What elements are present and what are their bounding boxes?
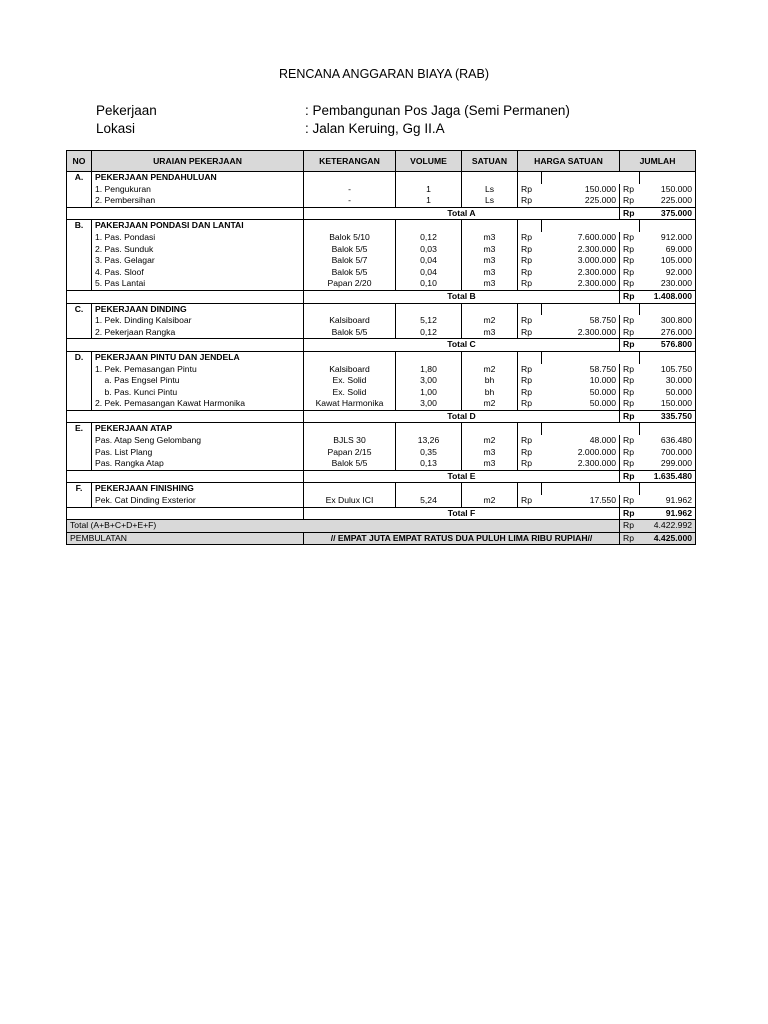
- item-jumlah: 636.480: [640, 435, 696, 447]
- item-row: [67, 435, 696, 447]
- item-jumlah-currency: Rp: [620, 447, 640, 459]
- empty-cell: [640, 423, 696, 435]
- item-jumlah: 912.000: [640, 232, 696, 244]
- section-title: PEKERJAAN DINDING: [92, 303, 304, 315]
- empty-cell: [518, 483, 542, 495]
- item-satuan: m3: [462, 278, 518, 290]
- item-uraian: 2. Pekerjaan Rangka: [92, 327, 304, 339]
- item-harga-currency: Rp: [518, 387, 542, 399]
- item-uraian: 4. Pas. Sloof: [92, 267, 304, 279]
- item-volume: 1,80: [396, 364, 462, 376]
- item-harga-currency: Rp: [518, 267, 542, 279]
- item-volume: 0,04: [396, 267, 462, 279]
- item-jumlah: 69.000: [640, 244, 696, 256]
- item-satuan: m3: [462, 232, 518, 244]
- item-harga-currency: Rp: [518, 278, 542, 290]
- item-row: [67, 447, 696, 459]
- empty-cell: [640, 483, 696, 495]
- item-harga-satuan: 50.000: [542, 387, 620, 399]
- empty-cell: [542, 220, 620, 232]
- section-total-currency: Rp: [620, 339, 640, 352]
- total-spacer: [67, 339, 304, 352]
- empty-cell: [518, 172, 542, 184]
- item-harga-currency: Rp: [518, 184, 542, 196]
- item-jumlah: 230.000: [640, 278, 696, 290]
- item-harga-currency: Rp: [518, 398, 542, 410]
- total-spacer: [67, 410, 304, 423]
- item-harga-satuan: 2.300.000: [542, 458, 620, 470]
- item-keterangan: Kawat Harmonika: [304, 398, 396, 410]
- section-total-label: Total A: [304, 207, 620, 220]
- section-no: B.: [67, 220, 92, 232]
- empty-cell: [620, 423, 640, 435]
- section-total-row: [67, 507, 696, 520]
- item-volume: 0,04: [396, 255, 462, 267]
- item-uraian: 5. Pas Lantai: [92, 278, 304, 290]
- empty-cell: [620, 351, 640, 363]
- item-volume: 5,24: [396, 495, 462, 507]
- section-total-row: [67, 410, 696, 423]
- item-no: [67, 232, 92, 244]
- empty-cell: [620, 303, 640, 315]
- item-jumlah-currency: Rp: [620, 398, 640, 410]
- item-harga-satuan: 50.000: [542, 398, 620, 410]
- item-harga-currency: Rp: [518, 364, 542, 376]
- item-keterangan: -: [304, 195, 396, 207]
- item-keterangan: Balok 5/5: [304, 458, 396, 470]
- item-row: [67, 375, 696, 387]
- total-spacer: [67, 290, 304, 303]
- item-harga-currency: Rp: [518, 232, 542, 244]
- item-no: [67, 364, 92, 376]
- empty-cell: [462, 303, 518, 315]
- section-total-row: [67, 470, 696, 483]
- section-total-row: [67, 339, 696, 352]
- item-uraian: Pas. Rangka Atap: [92, 458, 304, 470]
- empty-cell: [396, 423, 462, 435]
- empty-cell: [396, 172, 462, 184]
- item-keterangan: Balok 5/10: [304, 232, 396, 244]
- total-spacer: [67, 507, 304, 520]
- section-total-value: 91.962: [640, 507, 696, 520]
- item-harga-currency: Rp: [518, 327, 542, 339]
- item-harga-currency: Rp: [518, 495, 542, 507]
- item-volume: 1,00: [396, 387, 462, 399]
- empty-cell: [304, 483, 396, 495]
- section-no: D.: [67, 351, 92, 363]
- item-jumlah-currency: Rp: [620, 458, 640, 470]
- empty-cell: [304, 303, 396, 315]
- item-no: [67, 447, 92, 459]
- section-total-row: [67, 290, 696, 303]
- item-keterangan: BJLS 30: [304, 435, 396, 447]
- item-jumlah: 300.800: [640, 315, 696, 327]
- section-title: PEKERJAAN PINTU DAN JENDELA: [92, 351, 304, 363]
- section-total-currency: Rp: [620, 207, 640, 220]
- empty-cell: [518, 351, 542, 363]
- item-jumlah: 276.000: [640, 327, 696, 339]
- item-uraian: 1. Pek. Pemasangan Pintu: [92, 364, 304, 376]
- item-harga-satuan: 17.550: [542, 495, 620, 507]
- section-total-label: Total F: [304, 507, 620, 520]
- item-row: [67, 267, 696, 279]
- item-harga-currency: Rp: [518, 458, 542, 470]
- grand-total-row: [67, 520, 696, 533]
- item-jumlah: 50.000: [640, 387, 696, 399]
- item-volume: 0,13: [396, 458, 462, 470]
- item-uraian: a. Pas Engsel Pintu: [92, 375, 304, 387]
- empty-cell: [462, 351, 518, 363]
- section-total-label: Total C: [304, 339, 620, 352]
- pembulatan-row: [67, 532, 696, 545]
- item-volume: 1: [396, 195, 462, 207]
- item-keterangan: Ex Dulux ICI: [304, 495, 396, 507]
- section-header-row: [67, 423, 696, 435]
- item-jumlah-currency: Rp: [620, 232, 640, 244]
- table-header-row: [67, 151, 696, 172]
- item-uraian: 1. Pas. Pondasi: [92, 232, 304, 244]
- section-header-row: [67, 483, 696, 495]
- section-total-label: Total D: [304, 410, 620, 423]
- item-row: [67, 244, 696, 256]
- item-satuan: m3: [462, 458, 518, 470]
- item-volume: 13,26: [396, 435, 462, 447]
- item-row: [67, 364, 696, 376]
- empty-cell: [396, 303, 462, 315]
- item-row: [67, 495, 696, 507]
- empty-cell: [542, 172, 620, 184]
- item-uraian: 2. Pas. Sunduk: [92, 244, 304, 256]
- section-title: PEKERJAAN PENDAHULUAN: [92, 172, 304, 184]
- empty-cell: [462, 220, 518, 232]
- item-uraian: 2. Pembersihan: [92, 195, 304, 207]
- item-keterangan: Papan 2/15: [304, 447, 396, 459]
- item-row: [67, 278, 696, 290]
- header-harga-satuan: HARGA SATUAN: [518, 151, 620, 172]
- item-jumlah-currency: Rp: [620, 387, 640, 399]
- header-jumlah: JUMLAH: [620, 151, 696, 172]
- item-no: [67, 387, 92, 399]
- pekerjaan-label: Pekerjaan: [96, 103, 157, 118]
- item-jumlah: 92.000: [640, 267, 696, 279]
- section-total-value: 375.000: [640, 207, 696, 220]
- section-header-row: [67, 303, 696, 315]
- empty-cell: [462, 423, 518, 435]
- item-harga-currency: Rp: [518, 244, 542, 256]
- empty-cell: [396, 351, 462, 363]
- item-harga-currency: Rp: [518, 447, 542, 459]
- section-total-label: Total B: [304, 290, 620, 303]
- empty-cell: [396, 220, 462, 232]
- empty-cell: [462, 172, 518, 184]
- header-keterangan: KETERANGAN: [304, 151, 396, 172]
- empty-cell: [518, 303, 542, 315]
- empty-cell: [304, 220, 396, 232]
- rab-table: [66, 150, 696, 545]
- item-harga-satuan: 2.000.000: [542, 447, 620, 459]
- item-volume: 5,12: [396, 315, 462, 327]
- item-volume: 1: [396, 184, 462, 196]
- item-satuan: m3: [462, 244, 518, 256]
- section-title: PAKERJAAN PONDASI DAN LANTAI: [92, 220, 304, 232]
- item-jumlah-currency: Rp: [620, 375, 640, 387]
- item-uraian: Pas. List Plang: [92, 447, 304, 459]
- item-keterangan: Kalsiboard: [304, 315, 396, 327]
- item-keterangan: Balok 5/5: [304, 244, 396, 256]
- item-volume: 3,00: [396, 375, 462, 387]
- section-header-row: [67, 172, 696, 184]
- item-jumlah: 150.000: [640, 398, 696, 410]
- lokasi-label: Lokasi: [96, 121, 136, 136]
- item-no: [67, 458, 92, 470]
- item-no: [67, 267, 92, 279]
- pembulatan-terbilang: // EMPAT JUTA EMPAT RATUS DUA PULUH LIMA RIBU RUPIAH//: [304, 532, 620, 545]
- item-row: [67, 232, 696, 244]
- header-no: NO: [67, 151, 92, 172]
- item-harga-currency: Rp: [518, 375, 542, 387]
- empty-cell: [640, 220, 696, 232]
- item-no: [67, 195, 92, 207]
- item-harga-currency: Rp: [518, 315, 542, 327]
- item-no: [67, 184, 92, 196]
- item-jumlah: 105.000: [640, 255, 696, 267]
- item-no: [67, 495, 92, 507]
- section-no: A.: [67, 172, 92, 184]
- item-no: [67, 255, 92, 267]
- item-no: [67, 435, 92, 447]
- item-harga-currency: Rp: [518, 255, 542, 267]
- total-spacer: [67, 470, 304, 483]
- item-jumlah-currency: Rp: [620, 255, 640, 267]
- item-uraian: b. Pas. Kunci Pintu: [92, 387, 304, 399]
- table-body: [67, 172, 696, 520]
- item-jumlah-currency: Rp: [620, 364, 640, 376]
- empty-cell: [620, 220, 640, 232]
- item-keterangan: Papan 2/20: [304, 278, 396, 290]
- document-title: RENCANA ANGGARAN BIAYA (RAB): [278, 67, 489, 81]
- item-satuan: m3: [462, 327, 518, 339]
- pembulatan-currency: Rp: [620, 532, 640, 545]
- section-header-row: [67, 220, 696, 232]
- item-row: [67, 255, 696, 267]
- item-row: [67, 398, 696, 410]
- grand-total-currency: Rp: [620, 520, 640, 533]
- item-harga-currency: Rp: [518, 195, 542, 207]
- pekerjaan-value: : Pembangunan Pos Jaga (Semi Permanen): [305, 103, 570, 118]
- section-total-currency: Rp: [620, 410, 640, 423]
- empty-cell: [640, 303, 696, 315]
- section-no: C.: [67, 303, 92, 315]
- item-keterangan: -: [304, 184, 396, 196]
- pembulatan-value: 4.425.000: [640, 532, 696, 545]
- item-satuan: bh: [462, 387, 518, 399]
- header-satuan: SATUAN: [462, 151, 518, 172]
- empty-cell: [462, 483, 518, 495]
- item-row: [67, 387, 696, 399]
- section-title: PEKERJAAN ATAP: [92, 423, 304, 435]
- empty-cell: [304, 423, 396, 435]
- item-jumlah-currency: Rp: [620, 435, 640, 447]
- empty-cell: [640, 351, 696, 363]
- item-harga-satuan: 58.750: [542, 315, 620, 327]
- empty-cell: [396, 483, 462, 495]
- item-no: [67, 278, 92, 290]
- item-satuan: Ls: [462, 195, 518, 207]
- pembulatan-label: PEMBULATAN: [67, 532, 304, 545]
- item-jumlah-currency: Rp: [620, 315, 640, 327]
- item-harga-satuan: 48.000: [542, 435, 620, 447]
- item-no: [67, 244, 92, 256]
- item-no: [67, 315, 92, 327]
- section-total-currency: Rp: [620, 470, 640, 483]
- empty-cell: [542, 351, 620, 363]
- item-jumlah: 91.962: [640, 495, 696, 507]
- item-jumlah-currency: Rp: [620, 278, 640, 290]
- item-no: [67, 375, 92, 387]
- item-harga-satuan: 7.600.000: [542, 232, 620, 244]
- lokasi-value: : Jalan Keruing, Gg II.A: [305, 121, 445, 136]
- item-row: [67, 327, 696, 339]
- section-no: F.: [67, 483, 92, 495]
- item-jumlah-currency: Rp: [620, 184, 640, 196]
- empty-cell: [542, 423, 620, 435]
- item-jumlah: 30.000: [640, 375, 696, 387]
- empty-cell: [304, 351, 396, 363]
- item-jumlah-currency: Rp: [620, 195, 640, 207]
- item-jumlah-currency: Rp: [620, 267, 640, 279]
- item-keterangan: Balok 5/7: [304, 255, 396, 267]
- item-satuan: m2: [462, 435, 518, 447]
- item-harga-satuan: 2.300.000: [542, 327, 620, 339]
- item-keterangan: Balok 5/5: [304, 267, 396, 279]
- item-volume: 3,00: [396, 398, 462, 410]
- item-satuan: m2: [462, 398, 518, 410]
- item-row: [67, 184, 696, 196]
- item-uraian: 1. Pengukuran: [92, 184, 304, 196]
- section-total-value: 335.750: [640, 410, 696, 423]
- item-harga-satuan: 2.300.000: [542, 267, 620, 279]
- item-uraian: Pek. Cat Dinding Exsterior: [92, 495, 304, 507]
- item-uraian: 3. Pas. Gelagar: [92, 255, 304, 267]
- empty-cell: [518, 220, 542, 232]
- item-satuan: bh: [462, 375, 518, 387]
- item-harga-satuan: 225.000: [542, 195, 620, 207]
- empty-cell: [518, 423, 542, 435]
- section-title: PEKERJAAN FINISHING: [92, 483, 304, 495]
- item-uraian: 2. Pek. Pemasangan Kawat Harmonika: [92, 398, 304, 410]
- section-total-value: 576.800: [640, 339, 696, 352]
- item-uraian: Pas. Atap Seng Gelombang: [92, 435, 304, 447]
- item-volume: 0,12: [396, 232, 462, 244]
- section-total-label: Total E: [304, 470, 620, 483]
- item-satuan: m3: [462, 255, 518, 267]
- header-uraian: URAIAN PEKERJAAN: [92, 151, 304, 172]
- item-satuan: m2: [462, 495, 518, 507]
- item-volume: 0,35: [396, 447, 462, 459]
- empty-cell: [620, 483, 640, 495]
- item-harga-currency: Rp: [518, 435, 542, 447]
- item-satuan: m2: [462, 364, 518, 376]
- grand-total-label: Total (A+B+C+D+E+F): [67, 520, 620, 533]
- item-satuan: m3: [462, 267, 518, 279]
- item-keterangan: Kalsiboard: [304, 364, 396, 376]
- header-volume: VOLUME: [396, 151, 462, 172]
- empty-cell: [304, 172, 396, 184]
- section-no: E.: [67, 423, 92, 435]
- item-harga-satuan: 58.750: [542, 364, 620, 376]
- item-satuan: m3: [462, 447, 518, 459]
- item-jumlah: 700.000: [640, 447, 696, 459]
- empty-cell: [542, 303, 620, 315]
- item-row: [67, 195, 696, 207]
- item-keterangan: Ex. Solid: [304, 375, 396, 387]
- item-volume: 0,03: [396, 244, 462, 256]
- empty-cell: [620, 172, 640, 184]
- item-jumlah: 105.750: [640, 364, 696, 376]
- item-uraian: 1. Pek. Dinding Kalsiboar: [92, 315, 304, 327]
- item-satuan: Ls: [462, 184, 518, 196]
- section-total-value: 1.635.480: [640, 470, 696, 483]
- item-no: [67, 398, 92, 410]
- section-total-value: 1.408.000: [640, 290, 696, 303]
- item-harga-satuan: 10.000: [542, 375, 620, 387]
- item-volume: 0,10: [396, 278, 462, 290]
- item-jumlah-currency: Rp: [620, 495, 640, 507]
- item-harga-satuan: 150.000: [542, 184, 620, 196]
- item-no: [67, 327, 92, 339]
- empty-cell: [542, 483, 620, 495]
- item-row: [67, 315, 696, 327]
- item-volume: 0,12: [396, 327, 462, 339]
- item-harga-satuan: 3.000.000: [542, 255, 620, 267]
- section-total-currency: Rp: [620, 290, 640, 303]
- item-harga-satuan: 2.300.000: [542, 278, 620, 290]
- grand-total-value: 4.422.992: [640, 520, 696, 533]
- item-jumlah: 299.000: [640, 458, 696, 470]
- item-jumlah: 225.000: [640, 195, 696, 207]
- item-jumlah: 150.000: [640, 184, 696, 196]
- item-jumlah-currency: Rp: [620, 244, 640, 256]
- section-total-currency: Rp: [620, 507, 640, 520]
- item-keterangan: Ex. Solid: [304, 387, 396, 399]
- item-row: [67, 458, 696, 470]
- section-header-row: [67, 351, 696, 363]
- item-keterangan: Balok 5/5: [304, 327, 396, 339]
- section-total-row: [67, 207, 696, 220]
- total-spacer: [67, 207, 304, 220]
- empty-cell: [640, 172, 696, 184]
- item-satuan: m2: [462, 315, 518, 327]
- item-jumlah-currency: Rp: [620, 327, 640, 339]
- item-harga-satuan: 2.300.000: [542, 244, 620, 256]
